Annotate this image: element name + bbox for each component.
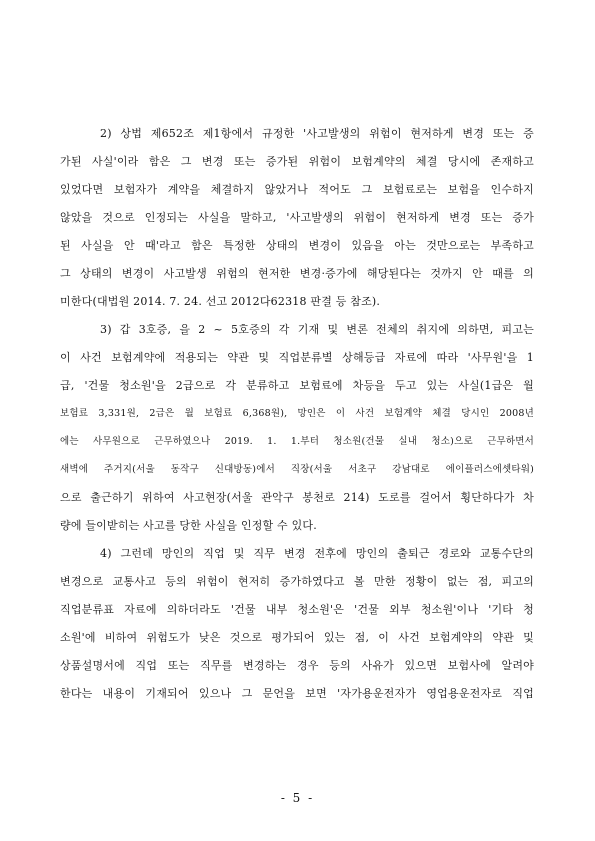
text-line: 변경으로 교통사고 등의 위험이 현저히 증가하였다고 볼 만한 정황이 없는 점, 피고의 — [60, 575, 534, 588]
text-line: 한다는 내용이 기재되어 있으나 그 문언을 보면 '자가용운전자가 영업용운전자로 직업 — [60, 687, 534, 700]
text-line: 으로 출근하기 위하여 사고현장(서울 관악구 봉천로 214) 도로를 걸어서 횡단하다가 차 — [60, 491, 534, 504]
text-line: 4) 그런데 망인의 직업 및 직무 변경 전후에 망인의 출퇴근 경로와 교통수단의 — [100, 547, 534, 560]
paragraph-3 — [60, 316, 534, 540]
text-line: 3) 갑 3호증, 을 2 ~ 5호증의 각 기재 및 변론 전체의 취지에 의하면, 피고는 — [100, 323, 534, 336]
text-line: 직업분류표 자료에 의하더라도 '건물 내부 청소원'은 '건물 외부 청소원'이나 '기타 청 — [60, 603, 534, 616]
text-line: 소원'에 비하여 위험도가 낮은 것으로 평가되어 있는 점, 이 사건 보험계약의 약관 및 — [60, 631, 534, 644]
text-line: 있었다면 보험자가 계약을 체결하지 않았거나 적어도 그 보험료로는 보험을 인수하지 — [60, 183, 534, 196]
text-line: 않았을 것으로 인정되는 사실을 말하고, '사고발생의 위험이 현저하게 변경 또는 증가 — [60, 211, 534, 224]
text-line: 이 사건 보험계약에 적용되는 약관 및 직업분류별 상해등급 자료에 따라 '사무원'을 1 — [60, 351, 534, 364]
text-line: 미한다(대법원 2014. 7. 24. 선고 2012다62318 판결 등 참조). — [60, 295, 381, 308]
text-line: 급, '건물 청소원'을 2급으로 각 분류하고 보험료에 차등을 두고 있는 사실(1급은 월 — [60, 379, 534, 392]
text-line: 새벽에 주거지(서울 동작구 신대방동)에서 직장(서울 서초구 강남대로 에이플러스에셋타워) — [60, 464, 534, 475]
document-body — [60, 120, 534, 708]
text-line: 보험료 3,331원, 2급은 월 보험료 6,368원), 망인은 이 사건 보험계약 체결 당시인 2008년 — [60, 408, 534, 419]
text-line: 상품설명서에 직업 또는 직무를 변경하는 경우 등의 사유가 있으면 보험사에 알려야 — [60, 659, 534, 672]
text-line: 량에 들이받히는 사고를 당한 사실을 인정할 수 있다. — [60, 519, 317, 532]
text-line: 된 사실을 안 때'라고 함은 특정한 상태의 변경이 있음을 아는 것만으로는 부족하고 — [60, 239, 534, 252]
text-line: 2) 상법 제652조 제1항에서 규정한 '사고발생의 위험이 현저하게 변경 또는 증 — [100, 127, 534, 140]
text-line: 그 상태의 변경이 사고발생 위험의 현저한 변경·증가에 해당된다는 것까지 안 때를 의 — [60, 267, 534, 280]
text-line: 가된 사실'이라 함은 그 변경 또는 증가된 위험이 보험계약의 체결 당시에 존재하고 — [60, 155, 534, 168]
text-line: 에는 사무원으로 근무하였으나 2019. 1. 1.부터 청소원(건물 실내 청소)으로 근무하면서 — [60, 436, 534, 447]
page-number: - 5 - — [280, 791, 315, 805]
paragraph-2 — [60, 120, 534, 316]
paragraph-4 — [60, 540, 534, 708]
